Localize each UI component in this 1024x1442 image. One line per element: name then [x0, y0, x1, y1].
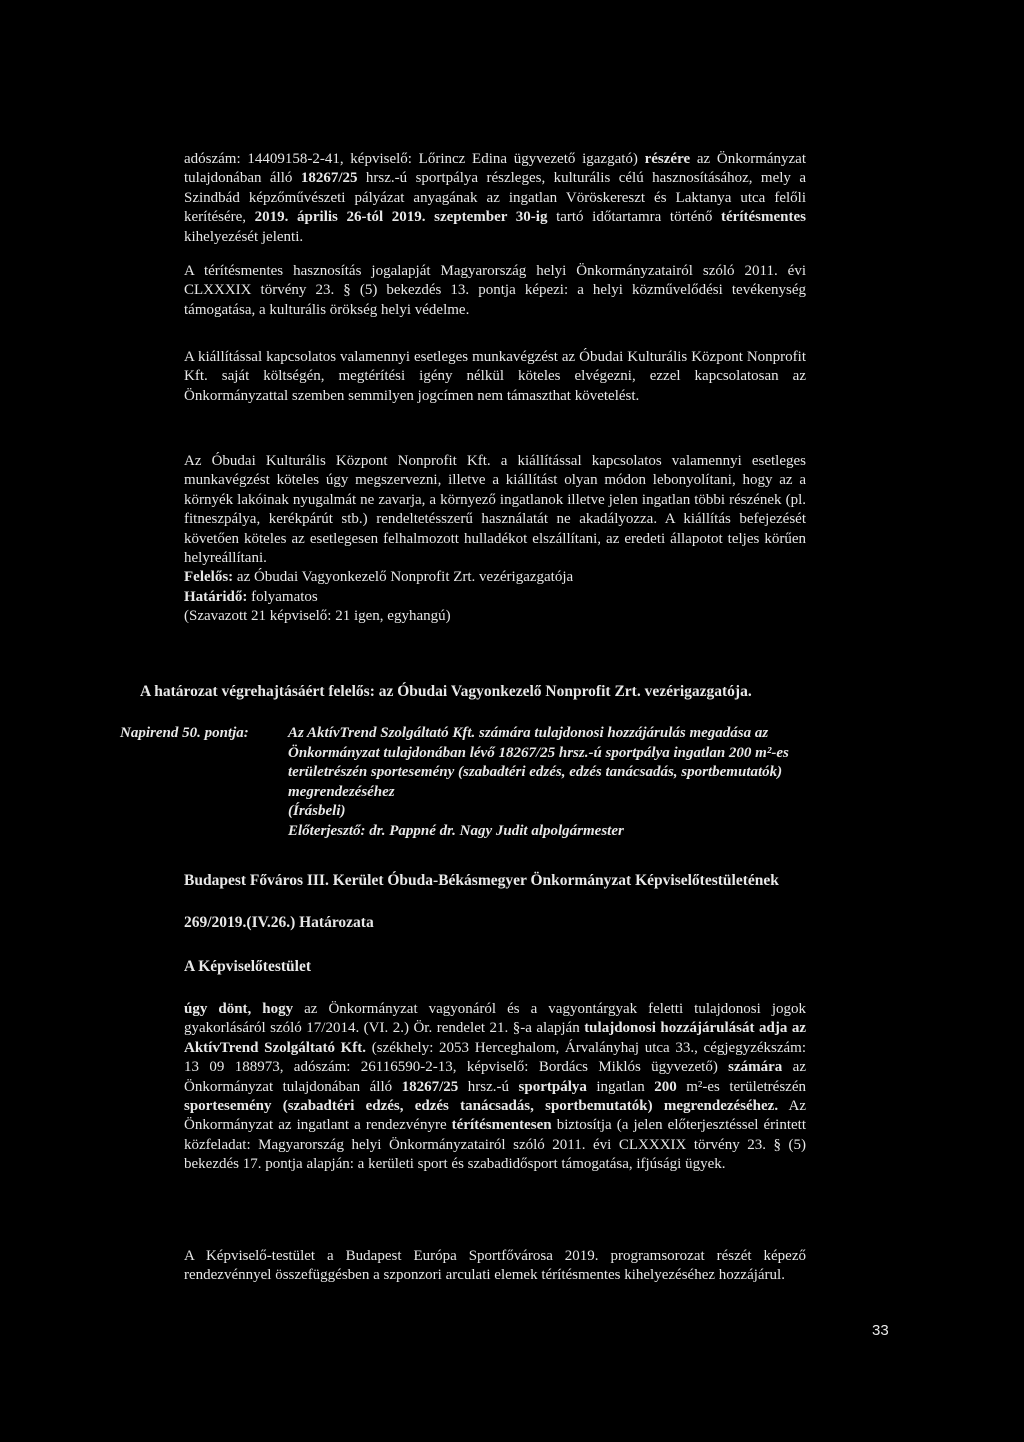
page-number: 33 — [872, 1322, 889, 1339]
agenda-label: Napirend 50. pontja: — [120, 725, 249, 741]
council-title: Budapest Főváros III. Kerület Óbuda-Békásmegyer Önkormányzat Képviselőtestületének — [184, 872, 779, 889]
body-heading: A Képviselőtestület — [184, 958, 311, 975]
paragraph-work-costs: A kiállítással kapcsolatos valamennyi esetleges munkavégzést az Óbudai Kulturális Központ Nonprofit Kft. saját költségén, megtérítési igény nélkül köteles elvégezni, ezzel kapcsolatosan az Önkormányzattal szemben semmilyen jogcímen nem támaszthat követelést. — [184, 349, 806, 404]
paragraph-decision: úgy dönt, hogy az Önkormányzat vagyonáról és a vagyontárgyak feletti tulajdonosi jogok gyakorlásáról szóló 17/2014. (VI. 2.) Ör. rendelet 21. §-a alapján tulajdonosi hozzájárulását adja az AktívTrend Szolgáltató Kft. (székhely: 2053 Herceghalom, Árvalányhaj utca 33., cégjegyzékszám: 13 09 188973, adószám: 26116590-2-13, képviselő: Bordács Miklós ügyvezető) számára az Önkormányzat tulajdonában álló 18267/25 hrsz.-ú sportpálya ingatlan 200 m²-es területrészén sportesemény (szabadtéri edzés, edzés tanácsadás, sportbemutatók) megrendezéséhez. Az Önkormányzat az ingatlant a rendezvényre térítésmentesen biztosítja (a jelen előterjesztéssel érintett közfeladat: Magyarország helyi Önkormányzatairól szóló 2011. évi CLXXXIX törvény 23. § (5) bekezdés 17. pontja alapján: a kerületi sport és szabadidősport támogatása, ifjúsági ügyek. — [184, 1001, 806, 1173]
felelos-line: Felelős: az Óbudai Vagyonkezelő Nonprofit Zrt. vezérigazgatója — [184, 569, 574, 586]
vote-line: (Szavazott 21 képviselő: 21 igen, egyhangú) — [184, 608, 451, 625]
paragraph-grant-details — [184, 150, 806, 247]
agenda-title: Az AktívTrend Szolgáltató Kft. számára tulajdonosi hozzájárulás megadása az Önkormányzat tulajdonában lévő 18267/25 hrsz.-ú sportpálya ingatlan 200 m²-es területrészén sportesemény (szabadtéri edzés, edzés tanácsadás, sportbemutatók) megrendezéséhez — [288, 725, 789, 800]
hatarido-line: Határidő: folyamatos — [184, 588, 318, 605]
agenda-presenter: Előterjesztő: dr. Pappné dr. Nagy Judit alpolgármester — [288, 822, 624, 839]
paragraph-legal-basis: A térítésmentes hasznosítás jogalapját Magyarország helyi Önkormányzatairól szóló 2011. évi CLXXXIX törvény 23. § (5) bekezdés 13. pontja képezi: a helyi közművelődési tevékenység támogatása, a kulturális örökség helyi védelme. — [184, 263, 806, 318]
resolution-number: 269/2019.(IV.26.) Határozata — [184, 914, 374, 931]
paragraph-obligations: Az Óbudai Kulturális Központ Nonprofit Kft. a kiállítással kapcsolatos valamennyi esetleges munkavégzést köteles úgy megszervezni, illetve a kiállítást olyan módon lebonyolítani, hogy az a környék lakóinak nyugalmát ne zavarja, a környező ingatlanok illetve jelen ingatlan többi részének (pl. fitneszpálya, kerékpárút stb.) rendeltetésszerű használatát ne akadályozza. A kiállítás befejezését követően köteles az esetlegesen felhalmozott hulladékot elszállítani, az eredeti állapotot teljes körűen helyreállítani. Felelős: az Óbudai Vagyonkezelő Nonprofit Zrt. vezérigazgatója Határidő: folyamatos (Szavazott 21 képviselő: 21 igen, egyhangú) — [184, 452, 806, 627]
paragraph-sponsor: A Képviselő-testület a Budapest Európa Sportfővárosa 2019. programsorozat részét képező rendezvénnyel összefüggésben a szponzori arculati elemek térítésmentes kihelyezéséhez hozzájárul. — [184, 1248, 806, 1284]
agenda-item — [120, 724, 824, 841]
paragraph-1: adószám: 14409158-2-41, képviselő: Lőrincz Edina ügyvezető igazgató) részére az Önkormányzat tulajdonában álló 18267/25 hrsz.-ú sportpálya részleges, kulturális célú hasznosításához, mely a Szindbád képzőművészeti pályázat anyagának az ingatlan Vöröskereszt és Laktanya utca felőli kerítésére, 2019. április 26-tól 2019. szeptember 30-ig tartó időtartamra történő térítésmentes kihelyezését jelenti. — [184, 151, 807, 245]
responsible-line: A határozat végrehajtásáért felelős: az Óbudai Vagyonkezelő Nonprofit Zrt. vezérigazgatója. — [140, 683, 752, 700]
agenda-type: (Írásbeli) — [288, 803, 346, 819]
